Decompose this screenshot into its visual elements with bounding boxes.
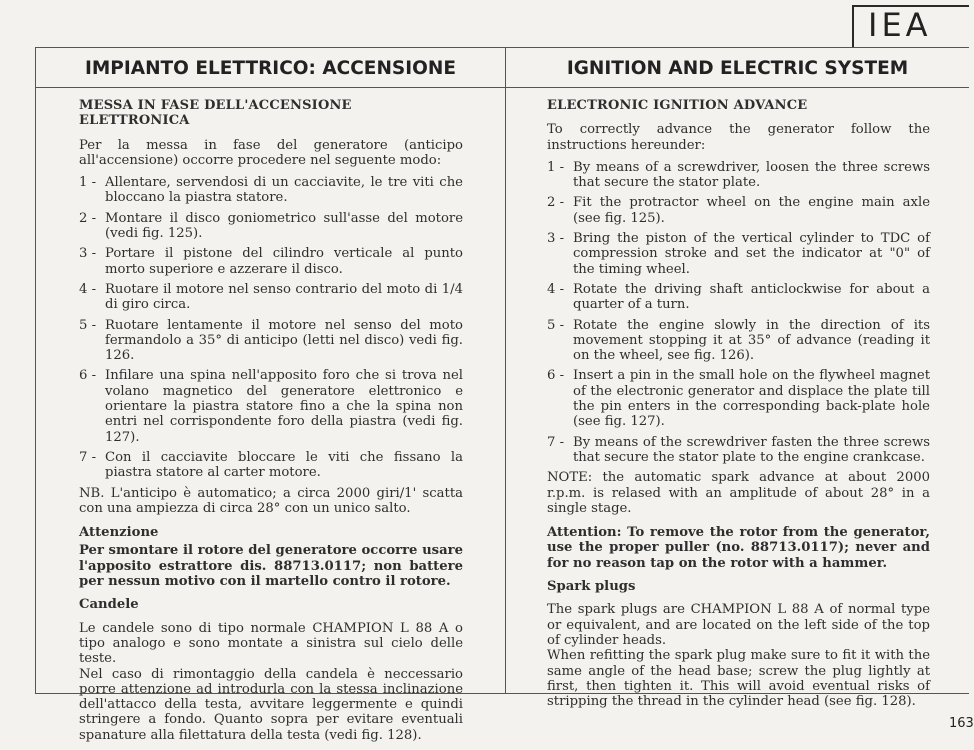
- italian-column: [79, 98, 463, 750]
- list-item: [547, 368, 930, 429]
- step-number: 7 -: [79, 449, 97, 465]
- english-note: NOTE: the automatic spark advance at about 2000 r.p.m. is relased with an amplitude of about 28° in a single stage.: [547, 470, 930, 516]
- italian-step-list: [79, 175, 463, 480]
- list-item: [547, 195, 930, 226]
- list-item: [547, 282, 930, 313]
- step-text: Montare il disco goniometrico sull'asse del motore (vedi fig. 125).: [105, 210, 463, 242]
- step-number: 2 -: [79, 210, 97, 226]
- list-item: [79, 246, 463, 277]
- step-text: Rotate the driving shaft anticlockwise for about a quarter of a turn.: [573, 281, 930, 313]
- english-step-list: [547, 160, 930, 465]
- step-text: Insert a pin in the small hole on the flywheel magnet of the electronic generator and displace the plate till the pin enters in the corresponding back-plate hole (see fig. 127).: [573, 368, 930, 430]
- italian-intro: Per la messa in fase del generatore (anticipo all'accensione) occorre procedere nel seguente modo:: [79, 137, 463, 168]
- italian-plugs-paragraph-2: Nel caso di rimontaggio della candela è neccessario porre attenzione ad introdurla con la stessa inclinazione dell'attacco della testa, avvitare leggermente e quindi stringere a fondo. Quanto sopra per evitare eventuali spanature alla filettatura della testa (vedi fig. 128).: [79, 666, 463, 743]
- list-item: [547, 318, 930, 364]
- section-code: IEA: [868, 6, 932, 44]
- step-text: Allentare, servendosi di un cacciavite, le tre viti che bloccano la piastra statore.: [105, 175, 463, 206]
- step-text: Bring the piston of the vertical cylinder to TDC of compression stroke and set the indicator at "0" of the timing wheel.: [573, 231, 930, 277]
- step-number: 5 -: [79, 317, 97, 333]
- step-number: 4 -: [79, 281, 97, 297]
- italian-attention-heading: Attenzione: [79, 525, 159, 541]
- column-divider: [505, 47, 506, 694]
- step-number: 2 -: [547, 195, 565, 211]
- italian-plugs-paragraph-1: Le candele sono di tipo normale CHAMPION L 88 A o tipo analogo e sono montate a sinistra sul cielo delle teste.: [79, 620, 463, 667]
- step-number: 5 -: [547, 317, 565, 333]
- step-text: Ruotare lentamente il motore nel senso del moto fermandolo a 35° di anticipo (letti nel disco) vedi fig. 126.: [105, 317, 463, 364]
- step-text: Rotate the engine slowly in the direction of its movement stopping it at 35° of advance (reading it on the wheel, see fig. 126).: [573, 317, 930, 364]
- english-column: [547, 98, 930, 716]
- step-text: Ruotare il motore nel senso contrario del moto di 1/4 di giro circa.: [105, 281, 463, 313]
- list-item: [79, 282, 463, 313]
- list-item: [79, 318, 463, 364]
- english-plugs-paragraph-1: The spark plugs are CHAMPION L 88 A of normal type or equivalent, and are located on the left side of the top of cylinder heads.: [547, 602, 930, 648]
- list-item: [79, 368, 463, 444]
- list-item: [547, 435, 930, 466]
- italian-note: NB. L'anticipo è automatico; a circa 2000 giri/1' scatta con una ampiezza di circa 28° con un unico salto.: [79, 485, 463, 516]
- step-text: Fit the protractor wheel on the engine main axle (see fig. 125).: [573, 195, 930, 226]
- header-title-english: IGNITION AND ELECTRIC SYSTEM: [566, 58, 909, 79]
- step-text: Infilare una spina nell'apposito foro che si trova nel volano magnetico del generatore elettronico e orientare la piastra statore fino a che la spina non entri nel corrispondente foro della piastra (vedi fig. 127).: [105, 368, 463, 445]
- step-number: 1 -: [547, 159, 565, 175]
- step-number: 7 -: [547, 434, 565, 450]
- step-number: 3 -: [79, 246, 97, 262]
- step-number: 1 -: [79, 175, 97, 191]
- list-item: [79, 211, 463, 242]
- step-number: 3 -: [547, 231, 565, 247]
- english-plugs-paragraph-2: When refitting the spark plug make sure to fit it with the same angle of the head base; screw the plug lightly at first, then tighten it. This will avoid eventual risks of stripping the thread in the cylinder head (see fig. 128).: [547, 648, 930, 710]
- italian-attention-text: Per smontare il rotore del generatore occorre usare l'apposito estrattore dis. 88713.0117; non battere per nessun motivo con il martello contro il rotore.: [79, 543, 463, 590]
- step-number: 6 -: [79, 368, 97, 384]
- list-item: [79, 175, 463, 206]
- step-number: 6 -: [547, 368, 565, 384]
- step-text: By means of the screwdriver fasten the three screws that secure the stator plate to the engine crankcase.: [573, 434, 930, 465]
- list-item: [547, 231, 930, 277]
- header-rule: [35, 87, 969, 88]
- list-item: [79, 450, 463, 481]
- step-text: By means of a screwdriver, loosen the three screws that secure the stator plate.: [573, 159, 930, 191]
- italian-plugs-heading: Candele: [79, 597, 139, 613]
- header-title-italian: IMPIANTO ELETTRICO: ACCENSIONE: [85, 58, 456, 79]
- page-number: 163: [949, 716, 974, 731]
- italian-subtitle: MESSA IN FASE DELL'ACCENSIONE ELETTRONICA: [79, 98, 352, 129]
- english-subtitle: ELECTRONIC IGNITION ADVANCE: [547, 98, 808, 113]
- english-plugs-heading: Spark plugs: [547, 579, 636, 595]
- step-text: Con il cacciavite bloccare le viti che fissano la piastra statore al carter motore.: [105, 449, 463, 481]
- english-intro: To correctly advance the generator follow the instructions hereunder:: [547, 122, 930, 153]
- step-text: Portare il pistone del cilindro verticale al punto morto superiore e azzerare il disco.: [105, 246, 463, 277]
- list-item: [547, 160, 930, 191]
- step-number: 4 -: [547, 281, 565, 297]
- english-attention-text: Attention: To remove the rotor from the generator, use the proper puller (no. 88713.0117); never and for no reason tap on the rotor with a hammer.: [547, 525, 930, 571]
